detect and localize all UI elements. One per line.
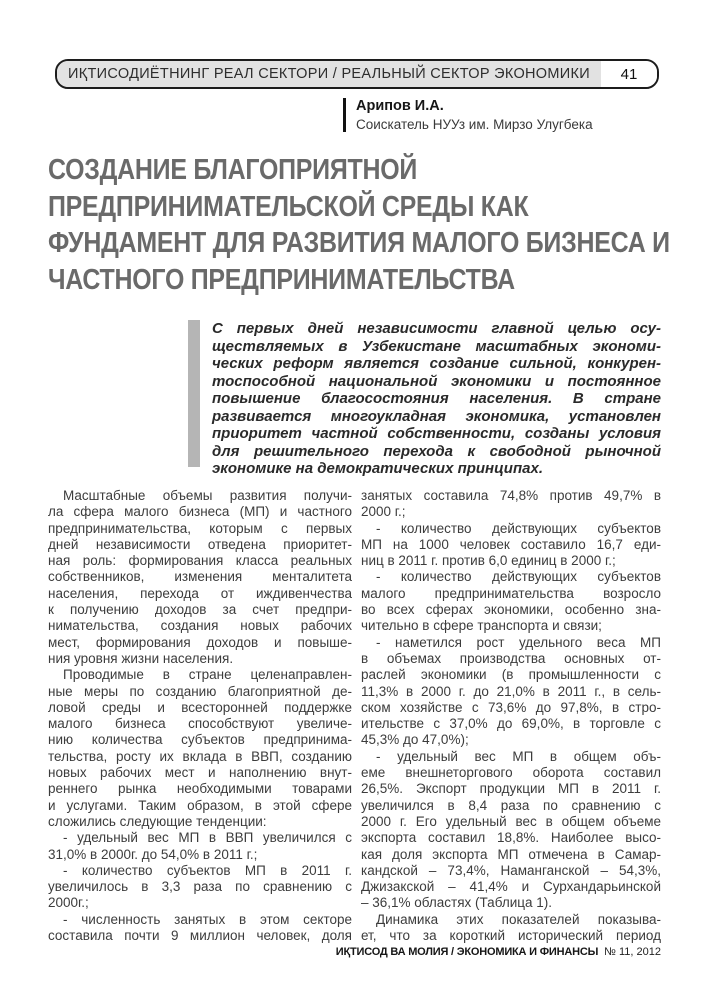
abstract-line: для решительного перехода к свободной рыночной bbox=[212, 442, 661, 460]
footer-issue: № 11, 2012 bbox=[604, 946, 661, 958]
body-text-line: - наметился рост удельного веса МП bbox=[376, 634, 661, 650]
abstract-line: повышение благосостояния населения. В стране bbox=[212, 390, 661, 407]
body-text-line: предпринимательства, которым с первых bbox=[48, 520, 352, 536]
body-text-line: - количество действующих субъектов bbox=[376, 569, 661, 585]
author-block bbox=[343, 98, 593, 132]
body-text-line: мест, формирования доходов и повыше- bbox=[48, 634, 352, 650]
body-text-line: занятых составила 74,8% против 49,7% в bbox=[361, 488, 661, 503]
body-text-line: в объемах производства основных от- bbox=[361, 650, 661, 666]
body-text-line: экспорта составил 18,8%. Наиболее высо- bbox=[361, 830, 661, 846]
body-text-line: кая доля экспорта МП отмечена в Самар- bbox=[361, 846, 661, 862]
body-text-line: Масштабные объемы развития получи- bbox=[63, 488, 352, 503]
abstract-line: развивается многоукладная экономика, установлен bbox=[212, 407, 661, 425]
body-text-line: малого бизнеса способствуют увеличе- bbox=[48, 716, 352, 732]
body-text-line: Динамика этих показателей показыва- bbox=[376, 911, 661, 927]
body-text-line: новых рабочих мест и наполнению внут- bbox=[48, 765, 352, 781]
abstract-line: ческих реформ является создание сильной, конкурен- bbox=[212, 355, 661, 372]
body-text-line: кандской – 73,4%, Наманганской – 54,3%, bbox=[361, 862, 661, 878]
body-text-line: еме внешнеторгового оборота составил bbox=[361, 765, 661, 781]
abstract-accent-bar bbox=[188, 320, 200, 467]
body-text-line: увеличилось в 3,3 раза по сравнению с bbox=[48, 879, 352, 895]
body-text-line: малого предпринимательства возросло bbox=[361, 585, 661, 601]
author-affiliation: Соискатель НУУз им. Мирзо Улугбека bbox=[356, 117, 593, 132]
article-title-line: ЧАСТНОГО ПРЕДПРИНИМАТЕЛЬСТВА bbox=[48, 263, 515, 296]
page-footer bbox=[336, 946, 661, 958]
header-bar bbox=[55, 59, 659, 89]
body-text-line: составила почти 9 миллион человек, доля bbox=[48, 928, 352, 944]
body-text-line: - количество действующих субъектов bbox=[376, 520, 661, 536]
body-text-line: Проводимые в стране целенаправлен- bbox=[63, 667, 352, 683]
body-text-line: тельства, росту их вклада в ВВП, созданию bbox=[48, 748, 352, 764]
abstract-line: приоритет частной собственности, созданы условия bbox=[212, 425, 661, 442]
body-text-line: МП на 1000 человек составило 16,7 еди- bbox=[361, 536, 661, 552]
abstract-line: ществляемых в Узбекистане масштабных экономи- bbox=[212, 337, 661, 355]
body-text-line: реннего рынка необходимыми товарами bbox=[48, 781, 352, 797]
body-text-line: ниц в 2011 г. против 6,0 единиц в 2000 г.; bbox=[361, 553, 616, 569]
journal-section-label: ИҚТИСОДИЁТНИНГ РЕАЛ СЕКТОРИ / РЕАЛЬНЫЙ СЕКТОР ЭКОНОМИКИ bbox=[57, 61, 601, 87]
body-text-line: ительстве с 37,0% до 69,0%, в торговле с bbox=[361, 716, 661, 732]
abstract-line: тоспособной национальной экономики и постоянное bbox=[212, 372, 661, 390]
body-text-line: во всех сферах экономики, особенно зна- bbox=[361, 602, 661, 618]
body-text-line: собственников, изменения менталитета bbox=[48, 569, 352, 585]
footer-journal-name: ИҚТИСОД ВА МОЛИЯ / ЭКОНОМИКА И ФИНАНСЫ bbox=[335, 946, 599, 958]
author-name: Арипов И.А. bbox=[356, 98, 444, 114]
body-text-line: – 36,1% областях (Таблица 1). bbox=[361, 895, 552, 911]
body-text-line: дней независимости отведена приоритет- bbox=[48, 536, 352, 552]
body-text-line: ния уровня жизни населения. bbox=[48, 650, 234, 666]
article-title-line: ФУНДАМЕНТ ДЛЯ РАЗВИТИЯ МАЛОГО БИЗНЕСА И bbox=[48, 227, 670, 259]
body-text-line: сложились следующие тенденции: bbox=[48, 813, 267, 829]
body-text-line: ная роль: формирования класса реальных bbox=[48, 553, 352, 569]
body-text-line: чительно в сфере транспорта и связи; bbox=[361, 618, 602, 634]
body-text-line: - численность занятых в этом секторе bbox=[63, 911, 352, 927]
body-text-line: нию количества субъектов предпринима- bbox=[48, 732, 352, 748]
body-text-line: - удельный вес МП в ВВП увеличился с bbox=[63, 830, 352, 846]
body-text-line: - удельный вес МП в общем объ- bbox=[376, 748, 661, 764]
body-text-line: к получению доходов за счет предпри- bbox=[48, 602, 352, 618]
body-text-line: 11,3% в 2000 г. до 21,0% в 2011 г., в сель- bbox=[361, 683, 661, 699]
body-text-line: ла сфера малого бизнеса (МП) и частного bbox=[48, 504, 352, 520]
body-text-line: раслей экономики (в промышленности с bbox=[361, 667, 661, 683]
body-text-line: 2000 г. Его удельный вес в общем объеме bbox=[361, 813, 661, 829]
body-text-line: нимательства, создания новых рабочих bbox=[48, 618, 352, 634]
page-number: 41 bbox=[601, 61, 657, 87]
body-text-line: и услугами. Таким образом, в этой сфере bbox=[48, 797, 352, 813]
abstract-text bbox=[212, 320, 661, 478]
body-text-line: 31,0% в 2000г. до 54,0% в 2011 г.; bbox=[48, 846, 258, 862]
body-text-line: ском хозяйстве с 73,6% до 97,8%, в стро- bbox=[361, 699, 661, 715]
body-text-line: Джизакской – 41,4% и Сурхандарьинской bbox=[361, 879, 661, 895]
body-column-left bbox=[48, 488, 352, 944]
body-text-line: 2000 г.; bbox=[361, 504, 406, 520]
body-text-line: ет, что за короткий исторический период bbox=[361, 928, 661, 944]
body-text-line: - количество субъектов МП в 2011 г. bbox=[63, 862, 352, 878]
body-text-line: ные меры по созданию благоприятной де- bbox=[48, 683, 352, 699]
body-text-line: 45,3% до 47,0%); bbox=[361, 732, 469, 748]
body-text-line: ловой среды и всесторонней поддержке bbox=[48, 699, 352, 715]
body-text-line: увеличился в 8,4 раза по сравнению с bbox=[361, 797, 661, 813]
body-text-line: 26,5%. Экспорт продукции МП в 2011 г. bbox=[361, 781, 661, 797]
article-title bbox=[48, 152, 670, 298]
body-column-right bbox=[361, 488, 661, 944]
abstract-line: экономике на демократических принципах. bbox=[212, 460, 543, 477]
article-title-line: ПРЕДПРИНИМАТЕЛЬСКОЙ СРЕДЫ КАК bbox=[48, 190, 529, 223]
abstract-block bbox=[188, 320, 661, 478]
abstract-line: С первых дней независимости главной целью осу- bbox=[212, 320, 661, 337]
article-title-line: СОЗДАНИЕ БЛАГОПРИЯТНОЙ bbox=[48, 154, 418, 186]
body-text-line: 2000г.; bbox=[48, 895, 89, 911]
body-text-line: населения, перехода от иждивенчества bbox=[48, 585, 352, 601]
